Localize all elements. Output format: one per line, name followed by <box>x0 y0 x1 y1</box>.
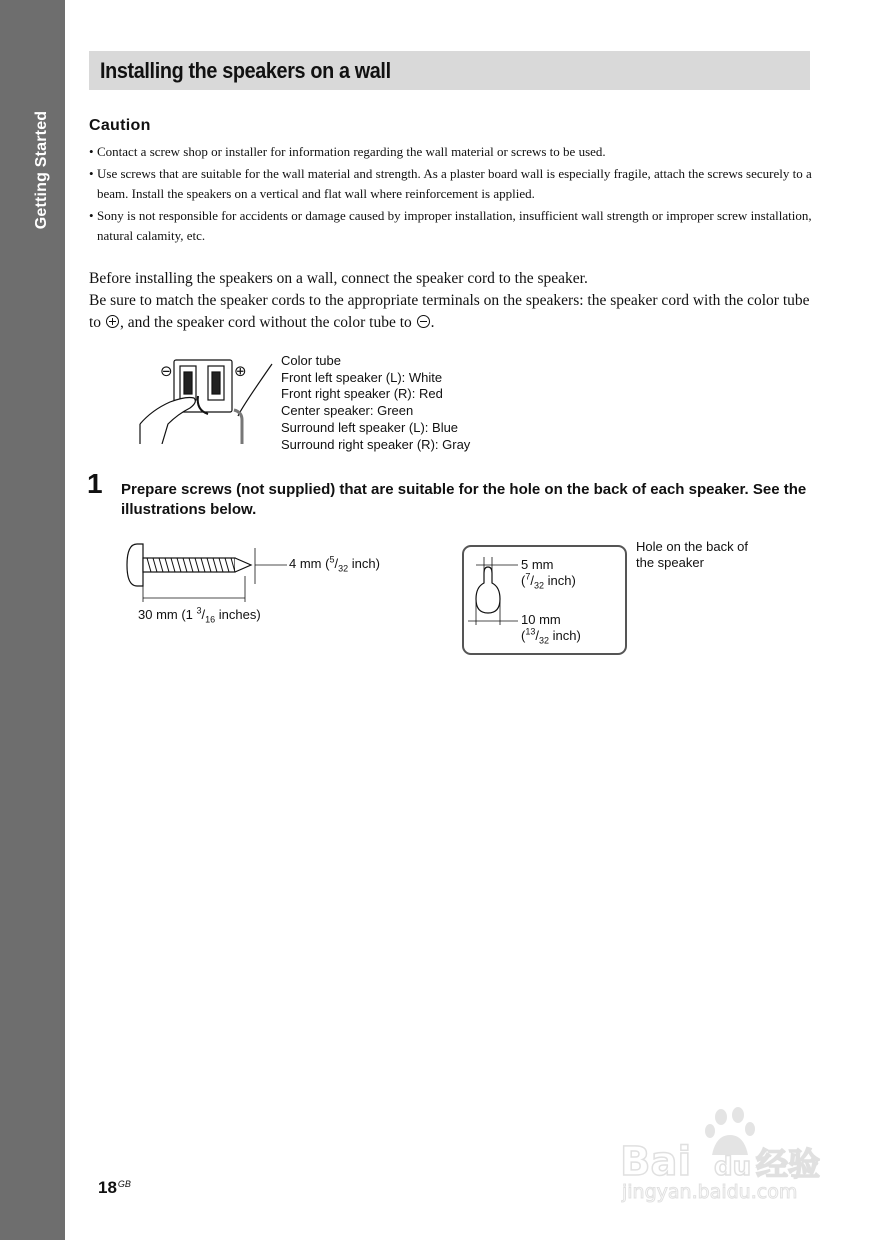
caution-item <box>89 164 814 205</box>
fraction-den: 32 <box>538 635 549 646</box>
fraction-den: 16 <box>205 614 216 625</box>
bullet: • <box>89 144 94 159</box>
page-suffix: GB <box>117 1179 131 1189</box>
caution-item-text: Use screws that are suitable for the wall material and strength. As a plaster board wall is especially fragile, attach the screws securely to a beam. Install the speakers on a vertical and flat wall where reinforcement is applied. <box>97 165 812 201</box>
caption-line: Hole on the back of <box>636 539 749 554</box>
fraction-num: 3 <box>196 605 202 616</box>
intro-text-a: Be sure to match the speaker cords to the appropriate terminals on the speakers: the speaker cord with the color tube to <box>89 292 810 331</box>
baidu-watermark-logo <box>618 1105 833 1205</box>
title-bar <box>89 51 810 90</box>
caution-item-text: Sony is not responsible for accidents or damage caused by improper installation, insufficient wall strength or improper screw installation, natural calamity, etc. <box>97 207 812 243</box>
hole-caption <box>636 539 748 571</box>
caution-heading: Caution <box>89 117 151 134</box>
intro-line-2 <box>89 290 814 334</box>
minus-sign-label: ⊖ <box>160 362 173 380</box>
plus-sign-label: ⊕ <box>234 362 247 380</box>
watermark-cn: 经验 <box>756 1145 821 1183</box>
dim-unit: inches) <box>215 607 261 622</box>
dim-text: 5 mm <box>521 557 554 572</box>
dim-unit: inch) <box>544 573 576 588</box>
dim-text: 4 mm ( <box>289 556 330 571</box>
watermark-url: jingyan.baidu.com <box>622 1181 798 1203</box>
side-tab <box>0 0 65 1240</box>
large-hole-label: 10 mm ($^{13}/_{32}$ inch) <box>521 612 581 646</box>
fraction-den: 32 <box>338 563 349 574</box>
watermark-du: du <box>714 1152 752 1182</box>
dim-unit: inch) <box>348 556 380 571</box>
intro-paragraph <box>89 268 814 334</box>
speaker-terminal-illustration <box>138 352 278 444</box>
screw-illustration <box>125 540 290 605</box>
dim-unit: inch) <box>549 628 581 643</box>
color-tube-legend <box>281 353 470 453</box>
page-number <box>98 1178 131 1198</box>
page-number-value: 18 <box>98 1178 117 1197</box>
fraction-den: 32 <box>533 580 544 591</box>
minus-terminal-icon <box>417 315 430 328</box>
bullet: • <box>89 165 94 181</box>
legend-item: Surround left speaker (L): Blue <box>281 419 459 435</box>
intro-text-b: , and the speaker cord without the color tube to <box>119 314 416 331</box>
legend-item: Surround right speaker (R): Gray <box>281 436 471 452</box>
caution-list <box>89 142 814 248</box>
hand <box>140 398 195 445</box>
bullet: • <box>89 207 94 223</box>
dim-text: 30 mm (1 <box>138 607 197 622</box>
legend-item: Front right speaker (R): Red <box>281 386 443 402</box>
step-instruction: Prepare screws (not supplied) that are suitable for the hole on the back of each speaker. See the illustrations below. <box>121 481 807 518</box>
step-number: 1 <box>87 468 103 499</box>
page-title: Installing the speakers on a wall <box>100 58 391 83</box>
caption-line: the speaker <box>636 555 704 570</box>
section-label: Getting Started <box>33 110 50 230</box>
small-hole-label: 5 mm ($^7/_{32}$ inch) <box>521 557 576 591</box>
plus-terminal-icon <box>106 315 119 328</box>
caution-item <box>89 142 814 163</box>
fraction-num: 5 <box>329 554 335 565</box>
legend-item: Front left speaker (L): White <box>281 369 443 385</box>
legend-item: Center speaker: Green <box>281 403 414 419</box>
color-tube-label: Color tube <box>281 353 341 368</box>
intro-line-1: Before installing the speakers on a wall, connect the speaker cord to the speaker. <box>89 270 588 287</box>
fraction-num: 7 <box>525 571 531 582</box>
screw-length-label: 30 mm (1 $^3/_{16}$ inches) <box>138 605 261 625</box>
caution-item <box>89 206 814 247</box>
intro-text-c: . <box>430 314 435 331</box>
screw-head <box>127 544 143 586</box>
screw-diameter-label: 4 mm ($^5/_{32}$ inch) <box>289 554 380 574</box>
fraction-num: 13 <box>525 626 536 637</box>
watermark-brand: Bai <box>620 1139 692 1185</box>
dim-text: 10 mm <box>521 612 561 627</box>
paw-icon <box>705 1107 755 1155</box>
caution-item-text: Contact a screw shop or installer for information regarding the wall material or screws to be used. <box>97 144 606 159</box>
